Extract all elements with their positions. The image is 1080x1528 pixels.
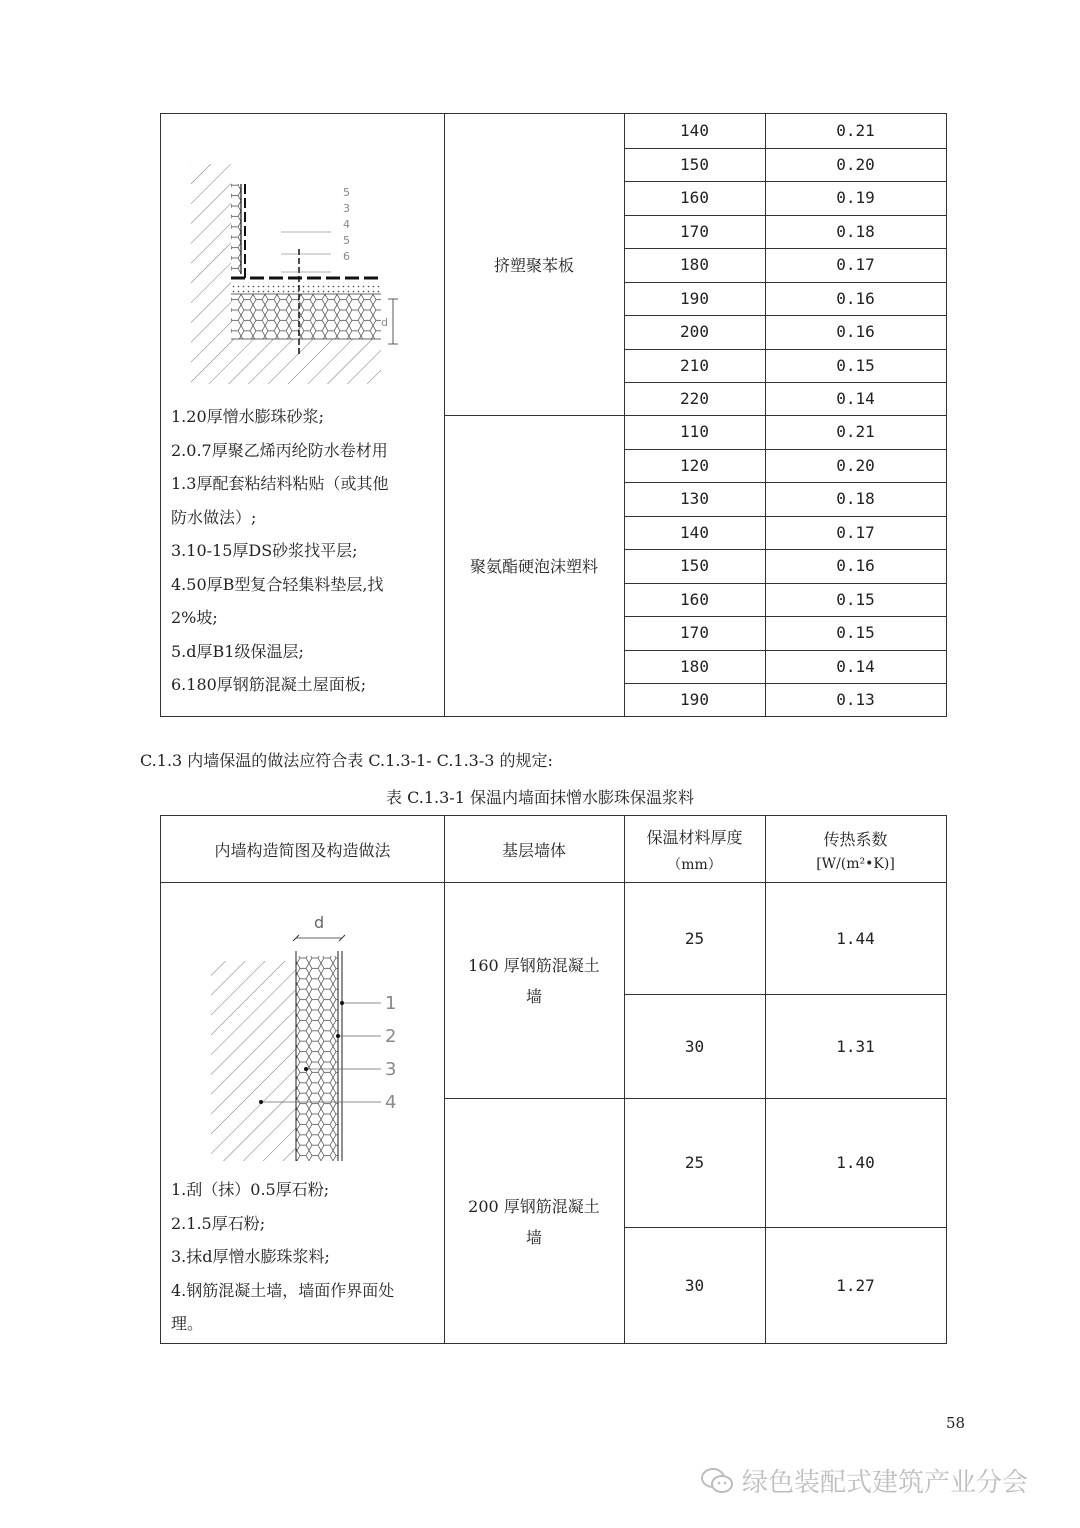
u-value-cell: 0.21 — [836, 121, 875, 141]
u-value-cell: 0.18 — [836, 221, 875, 241]
note-line: 防水做法）; — [171, 507, 257, 527]
thickness-cell: 120 — [680, 455, 709, 475]
note-line: 4.钢筋混凝土墙，墙面作界面处 — [171, 1280, 395, 1300]
header-thickness-line1: 保温材料厚度 — [646, 827, 743, 847]
watermark — [700, 1462, 1028, 1499]
thickness-cell: 190 — [680, 690, 709, 710]
u-value-cell: 0.17 — [836, 255, 875, 275]
thickness-cell: 160 — [680, 589, 709, 609]
thickness-cell: 130 — [680, 489, 709, 509]
base-wall-line1: 200 厚钢筋混凝土 — [468, 1196, 600, 1216]
diagram-label: 5 — [343, 186, 350, 199]
header-heat-transfer-unit: [W/(m²•K)] — [816, 855, 895, 872]
u-value-cell: 1.40 — [836, 1153, 875, 1172]
note-line: 理。 — [171, 1314, 204, 1333]
thickness-cell: 25 — [684, 1153, 705, 1172]
diagram-label: 5 — [343, 234, 350, 247]
material-pu-foam: 聚氨酯硬泡沫塑料 — [469, 557, 598, 576]
watermark-text: 绿色装配式建筑产业分会 — [742, 1468, 1029, 1498]
u-value-cell: 0.15 — [836, 623, 875, 643]
diagram-label: 4 — [385, 1092, 397, 1113]
u-value-cell: 0.14 — [836, 389, 875, 409]
note-line: 3.10-15厚DS砂浆找平层; — [171, 541, 358, 560]
roof-construction-notes — [171, 400, 388, 702]
note-line: 2%坡; — [171, 608, 218, 627]
dimension-label: d — [314, 913, 325, 932]
header-base-wall: 基层墙体 — [501, 840, 566, 860]
thickness-cell: 150 — [680, 154, 709, 174]
thickness-cell: 200 — [680, 322, 709, 342]
thickness-cell: 150 — [680, 556, 709, 576]
diagram-label: 3 — [385, 1059, 397, 1080]
thickness-cell: 210 — [680, 355, 709, 375]
dimension-label: d — [381, 316, 388, 329]
thickness-cell: 30 — [684, 1036, 705, 1056]
note-line: 5.d厚B1级保温层; — [171, 641, 304, 661]
base-wall-200 — [444, 1098, 624, 1343]
u-value-cell: 1.31 — [836, 1036, 875, 1056]
thickness-cell: 180 — [680, 255, 709, 275]
note-line: 1.刮（抹）0.5厚石粉; — [171, 1180, 330, 1199]
diagram-label: 4 — [343, 218, 350, 231]
diagram-label: 2 — [385, 1026, 397, 1047]
u-value-cell: 1.27 — [836, 1275, 875, 1295]
note-line: 4.50厚B型复合轻集料垫层,找 — [171, 574, 384, 594]
material-xps: 挤塑聚苯板 — [493, 256, 574, 275]
u-value-cell: 0.18 — [836, 489, 875, 509]
u-value-cell: 0.17 — [836, 522, 875, 542]
diagram-label: 1 — [385, 993, 397, 1014]
header-thickness-unit: （mm） — [667, 856, 722, 873]
u-value-cell: 0.15 — [836, 355, 875, 375]
u-value-cell: 0.16 — [836, 288, 875, 308]
header-heat-transfer-line1: 传热系数 — [823, 829, 888, 849]
diagram-label: 3 — [343, 202, 350, 215]
header-heat-transfer — [765, 816, 946, 882]
wechat-icon — [700, 1467, 734, 1495]
thickness-cell: 30 — [684, 1275, 705, 1295]
u-value-cell: 0.21 — [836, 422, 875, 442]
u-value-cell: 0.16 — [836, 556, 875, 576]
thickness-cell: 180 — [680, 656, 709, 676]
thickness-cell: 220 — [680, 389, 709, 409]
u-value-cell: 0.20 — [836, 154, 875, 174]
note-line: 2.1.5厚石粉; — [171, 1213, 266, 1233]
roof-section-diagram — [181, 154, 421, 394]
section-paragraph: C.1.3 内墙保温的做法应符合表 C.1.3-1- C.1.3-3 的规定: — [140, 751, 553, 770]
table-interior-wall-insulation — [160, 815, 947, 1344]
base-wall-160 — [444, 882, 624, 1098]
note-line: 1.3厚配套粘结料粘贴（或其他 — [171, 474, 389, 493]
table-caption: 表 C.1.3-1 保温内墙面抹憎水膨珠保温浆料 — [386, 788, 694, 807]
thickness-cell: 170 — [680, 221, 709, 241]
note-line: 3.抹d厚憎水膨珠浆料; — [171, 1247, 330, 1266]
thickness-cell: 110 — [680, 422, 709, 442]
thickness-cell: 140 — [680, 121, 709, 141]
page-number: 58 — [946, 1414, 966, 1432]
thickness-cell: 170 — [680, 623, 709, 643]
header-diagram: 内墙构造简图及构造做法 — [214, 840, 391, 860]
base-wall-line2: 墙 — [525, 1227, 542, 1247]
table-roof-insulation — [160, 113, 947, 717]
thickness-cell: 25 — [684, 928, 705, 948]
thickness-cell: 190 — [680, 288, 709, 308]
wall-section-diagram — [201, 906, 421, 1166]
note-line: 2.0.7厚聚乙烯丙纶防水卷材用 — [171, 440, 388, 460]
u-value-cell: 0.20 — [836, 455, 875, 475]
base-wall-line2: 墙 — [525, 987, 542, 1006]
u-value-cell: 0.16 — [836, 322, 875, 342]
wall-construction-notes — [171, 1173, 394, 1341]
u-value-cell: 0.14 — [836, 656, 875, 676]
thickness-cell: 140 — [680, 522, 709, 542]
u-value-cell: 1.44 — [836, 928, 875, 948]
thickness-cell: 160 — [680, 188, 709, 208]
diagram-label: 6 — [343, 250, 350, 263]
u-value-cell: 0.13 — [836, 690, 875, 710]
header-thickness — [624, 816, 765, 882]
base-wall-line1: 160 厚钢筋混凝土 — [468, 956, 600, 975]
note-line: 1.20厚憎水膨珠砂浆; — [171, 407, 325, 426]
u-value-cell: 0.19 — [836, 188, 875, 208]
u-value-cell: 0.15 — [836, 589, 875, 609]
note-line: 6.180厚钢筋混凝土屋面板; — [171, 675, 367, 694]
